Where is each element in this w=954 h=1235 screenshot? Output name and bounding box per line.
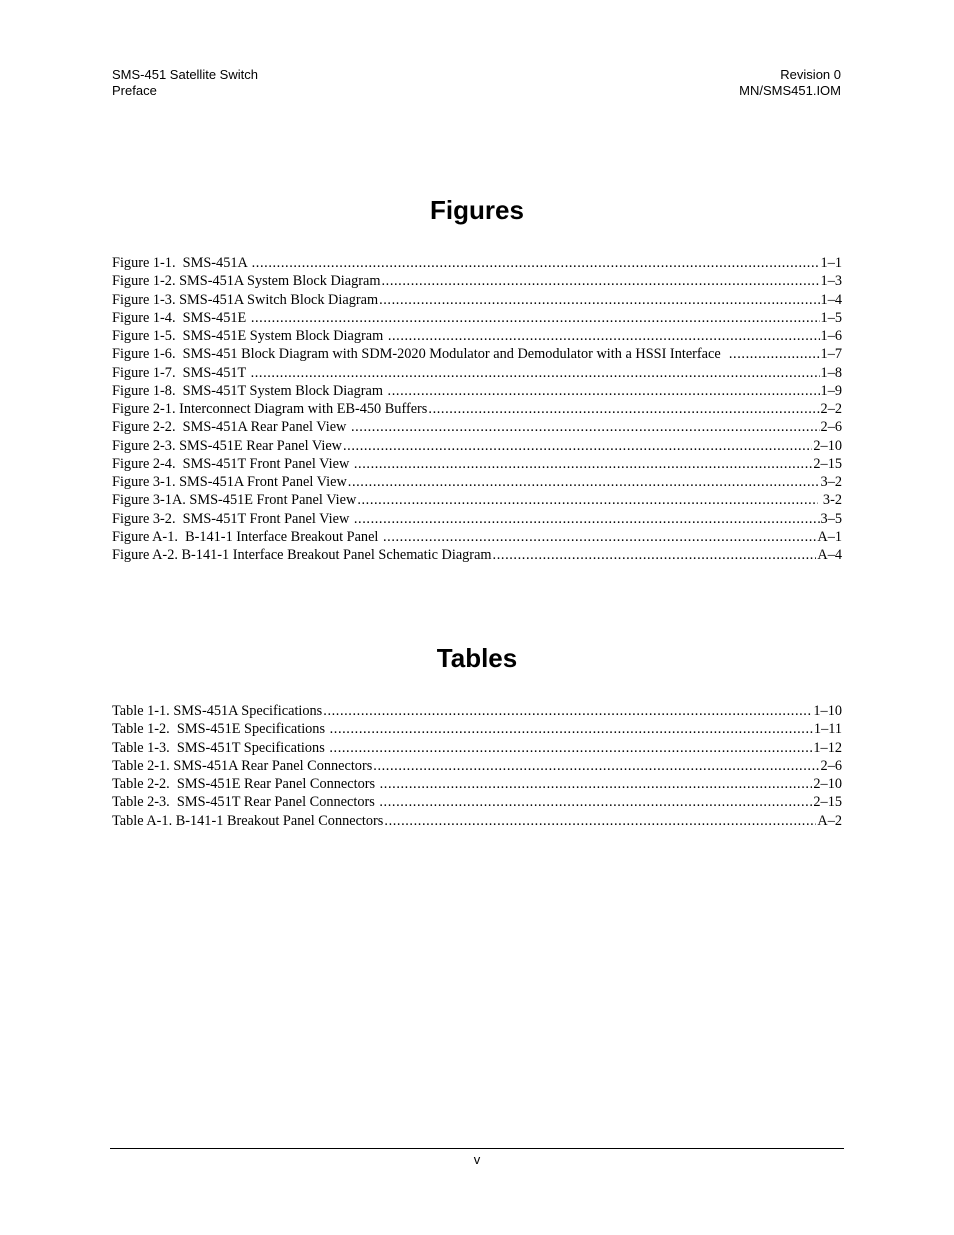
entry-label: Figure 3-1. SMS-451A Front Panel View <box>112 474 347 490</box>
entry-label: Table 1-2. SMS-451E Specifications <box>112 721 329 738</box>
entry-page-number: 3–5 <box>820 510 842 527</box>
dot-leader <box>379 794 812 811</box>
document-number: MN/SMS451.IOM <box>739 83 841 98</box>
figure-toc-entry[interactable] <box>112 401 842 419</box>
entry-label: Figure A-2. B-141-1 Interface Breakout Panel Schematic Diagram <box>112 547 492 563</box>
figure-toc-entry[interactable] <box>112 547 842 565</box>
section-name: Preface <box>112 83 157 98</box>
dot-leader <box>384 813 816 830</box>
entry-label: Figure 2-3. SMS-451E Rear Panel View <box>112 437 342 454</box>
entry-label: Figure 3-1A. SMS-451E Front Panel View <box>112 492 357 509</box>
entry-label: Table 2-3. SMS-451T Rear Panel Connectors <box>112 794 379 811</box>
entry-label: Figure 1-5. SMS-451E System Block Diagram <box>112 328 387 344</box>
entry-page-number: 1–12 <box>813 739 842 756</box>
entry-label: Figure 1-2. SMS-451A System Block Diagram <box>112 273 381 290</box>
dot-leader <box>729 346 820 363</box>
figure-toc-entry[interactable] <box>112 456 842 474</box>
entry-page-number: 1–4 <box>820 291 842 308</box>
figures-list <box>112 255 842 565</box>
entry-page-number: 2–15 <box>813 794 842 811</box>
entry-label: Figure 1-7. SMS-451T <box>112 364 250 381</box>
entry-label: Figure 1-6. SMS-451 Block Diagram with SDM-2020 Modulator and Demodulator with a HSSI Interface <box>112 346 728 363</box>
header-right <box>739 67 841 99</box>
figure-toc-entry[interactable] <box>112 438 842 456</box>
entry-page-number: 2–2 <box>820 401 842 417</box>
figure-toc-entry[interactable] <box>112 292 842 310</box>
dot-leader <box>351 419 820 436</box>
entry-label: Figure 2-4. SMS-451T Front Panel View <box>112 455 353 472</box>
entry-page-number: 1–1 <box>820 255 842 271</box>
dot-leader <box>380 776 813 793</box>
entry-label: Figure 1-8. SMS-451T System Block Diagram <box>112 382 387 399</box>
entry-page-number: 1–3 <box>820 273 842 290</box>
figure-toc-entry[interactable] <box>112 365 842 383</box>
entry-page-number: 1–7 <box>820 346 842 363</box>
entry-label: Figure A-1. B-141-1 Interface Breakout Panel <box>112 528 382 545</box>
table-toc-entry[interactable] <box>112 776 842 794</box>
entry-page-number: 1–11 <box>813 721 842 738</box>
dot-leader <box>388 383 820 400</box>
figure-toc-entry[interactable] <box>112 492 842 510</box>
table-toc-entry[interactable] <box>112 813 842 831</box>
figure-toc-entry[interactable] <box>112 511 842 529</box>
entry-page-number: 2–6 <box>820 757 842 774</box>
figure-toc-entry[interactable] <box>112 529 842 547</box>
entry-page-number: 2–6 <box>820 419 842 436</box>
table-toc-entry[interactable] <box>112 721 842 739</box>
dot-leader <box>343 438 812 455</box>
entry-label: Table 2-1. SMS-451A Rear Panel Connectors <box>112 757 373 774</box>
figure-toc-entry[interactable] <box>112 346 842 364</box>
table-toc-entry[interactable] <box>112 703 842 721</box>
dot-leader <box>251 365 820 382</box>
entry-label: Figure 2-2. SMS-451A Rear Panel View <box>112 419 350 436</box>
header-left <box>112 67 258 99</box>
revision-label: Revision 0 <box>780 67 841 82</box>
entry-label: Figure 2-1. Interconnect Diagram with EB-450 Buffers <box>112 401 428 417</box>
table-toc-entry[interactable] <box>112 740 842 758</box>
dot-leader <box>373 758 819 775</box>
dot-leader <box>428 401 819 418</box>
figure-toc-entry[interactable] <box>112 255 842 273</box>
entry-label: Table A-1. B-141-1 Breakout Panel Connectors <box>112 812 384 829</box>
entry-label: Table 1-1. SMS-451A Specifications <box>112 703 323 719</box>
entry-label: Figure 1-3. SMS-451A Switch Block Diagram <box>112 291 379 308</box>
page-number: v <box>473 1152 481 1167</box>
figure-toc-entry[interactable] <box>112 419 842 437</box>
table-toc-entry[interactable] <box>112 758 842 776</box>
entry-page-number: A–4 <box>817 547 842 563</box>
entry-page-number: A–2 <box>817 812 842 829</box>
dot-leader <box>329 740 812 757</box>
entry-page-number: 2–15 <box>813 455 842 472</box>
dot-leader <box>379 292 819 309</box>
entry-page-number: 1–8 <box>820 364 842 381</box>
figure-toc-entry[interactable] <box>112 474 842 492</box>
dot-leader <box>252 255 820 272</box>
entry-label: Table 2-2. SMS-451E Rear Panel Connectors <box>112 776 379 792</box>
figure-toc-entry[interactable] <box>112 328 842 346</box>
entry-page-number: 1–9 <box>820 382 842 399</box>
dot-leader <box>348 474 820 491</box>
dot-leader <box>381 273 819 290</box>
tables-heading: Tables <box>436 643 518 673</box>
figure-toc-entry[interactable] <box>112 310 842 328</box>
figures-heading: Figures <box>430 195 524 225</box>
entry-label: Figure 1-1. SMS-451A <box>112 255 251 271</box>
dot-leader <box>354 511 820 528</box>
entry-page-number: 3-2 <box>819 492 842 509</box>
dot-leader <box>388 328 820 345</box>
entry-page-number: 1–6 <box>820 328 842 344</box>
table-toc-entry[interactable] <box>112 794 842 812</box>
dot-leader <box>251 310 820 327</box>
dot-leader <box>357 492 818 509</box>
dot-leader <box>493 547 817 564</box>
dot-leader <box>330 721 813 738</box>
dot-leader <box>323 703 812 720</box>
entry-label: Figure 3-2. SMS-451T Front Panel View <box>112 510 353 527</box>
entry-page-number: 2–10 <box>813 776 842 792</box>
entry-page-number: A–1 <box>817 528 842 545</box>
footer-rule <box>110 1148 844 1149</box>
tables-list <box>112 703 842 831</box>
document-title: SMS-451 Satellite Switch <box>112 67 258 82</box>
figure-toc-entry[interactable] <box>112 383 842 401</box>
entry-page-number: 2–10 <box>813 437 842 454</box>
entry-page-number: 1–10 <box>813 703 842 719</box>
entry-label: Table 1-3. SMS-451T Specifications <box>112 739 329 756</box>
entry-page-number: 3–2 <box>820 474 842 490</box>
dot-leader <box>354 456 813 473</box>
figure-toc-entry[interactable] <box>112 273 842 291</box>
entry-label: Figure 1-4. SMS-451E <box>112 309 250 326</box>
entry-page-number: 1–5 <box>820 309 842 326</box>
dot-leader <box>383 529 816 546</box>
